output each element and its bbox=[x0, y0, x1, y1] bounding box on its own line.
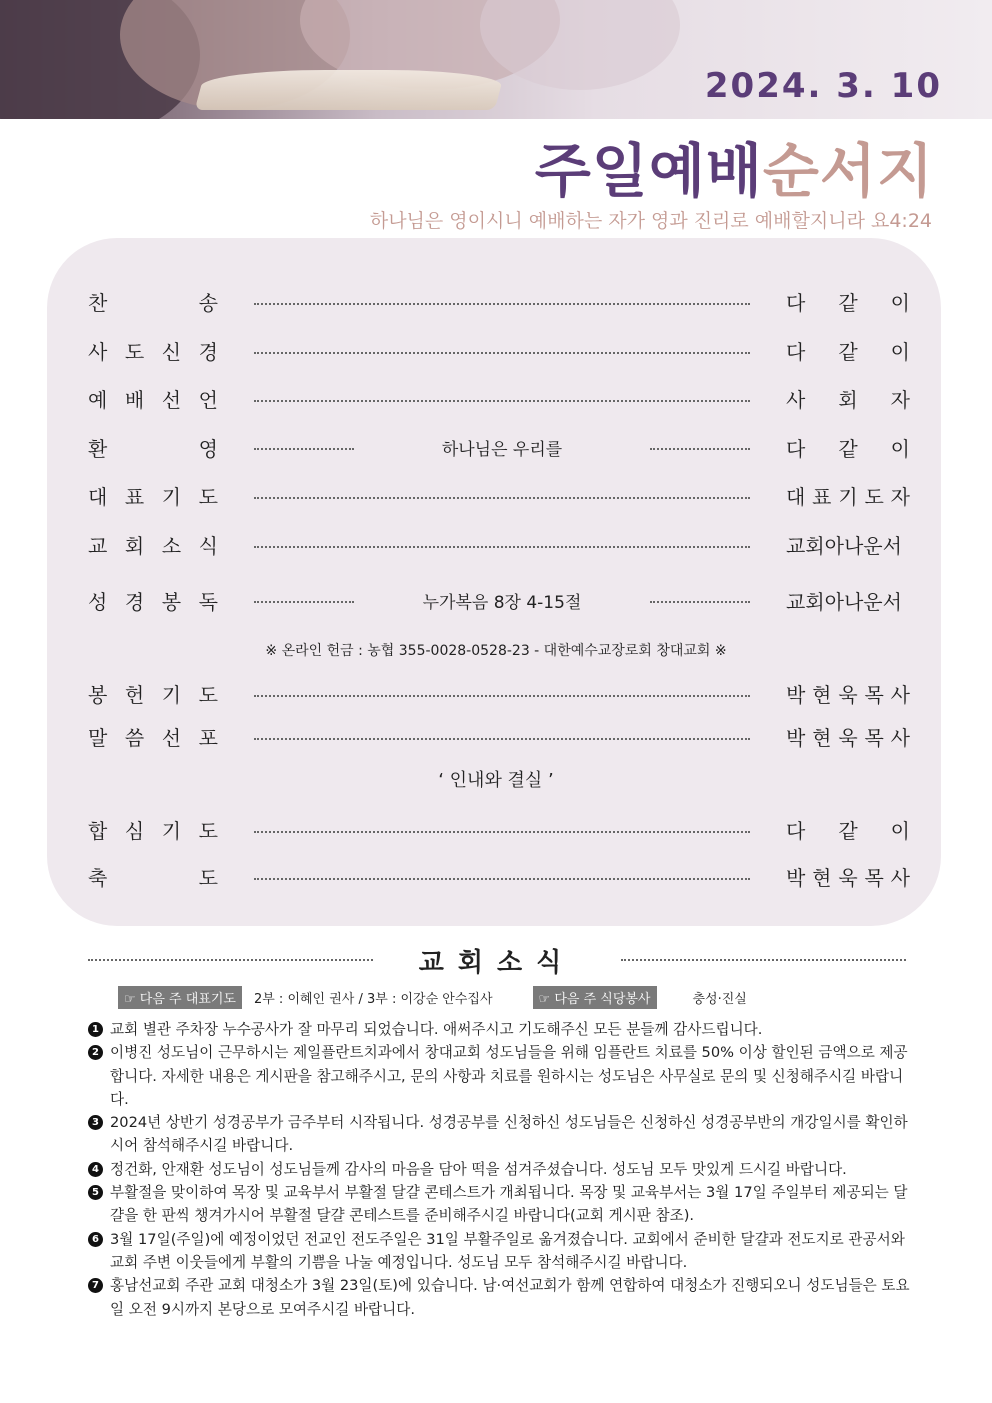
order-leader-char: 목 bbox=[864, 865, 884, 890]
order-leader bbox=[786, 586, 910, 615]
order-leader-char: 현 bbox=[812, 725, 832, 750]
order-leader bbox=[786, 862, 910, 891]
order-leader-char: 박 bbox=[786, 682, 806, 707]
order-leader-char: 도 bbox=[864, 484, 884, 509]
dotted-leader bbox=[254, 398, 750, 402]
news-item-text: 홍남선교회 주관 교회 대청소가 3월 23일(토)에 있습니다. 남·여선교회가 함께 연합하여 대청소가 진행되오니 성도님들은 토요일 오전 9시까지 본당으로 모여주시길 바랍니다. bbox=[110, 1277, 910, 1318]
order-leader bbox=[786, 336, 910, 365]
online-offering-note: ※ 온라인 헌금 : 농협 355-0028-0528-23 - 대한예수교장로회 창대교회 ※ bbox=[265, 643, 727, 659]
news-item bbox=[88, 1158, 918, 1181]
order-label-char: 경 bbox=[198, 339, 218, 364]
order-leader-char: 현 bbox=[812, 865, 832, 890]
order-row bbox=[88, 480, 910, 510]
scripture-verse: 하나님은 영이시니 예배하는 자가 영과 진리로 예배할지니라 요4:24 bbox=[369, 210, 932, 232]
news-number-icon: 1 bbox=[88, 1022, 103, 1037]
news-item-text: 3월 17일(주일)에 예정이었던 전교인 전도주일은 31일 부활주일로 옮겨졌습니다. 교회에서 준비한 달걀과 전도지로 관공서와 교회 주변 이웃들에게 부활의 기쁨을 나눌 예정입니다. 성도님 모두 참석해주시길 바랍니다. bbox=[110, 1230, 905, 1271]
order-leader-char: 교회아나운서 bbox=[786, 533, 902, 558]
news-item-text: 2024년 상반기 성경공부가 금주부터 시작됩니다. 성경공부를 신청하신 성도님들은 신청하신 성경공부반의 개강일시를 확인하시어 참석해주시길 바랍니다. bbox=[110, 1114, 908, 1155]
order-row bbox=[88, 861, 910, 891]
order-leader-char: 자 bbox=[890, 484, 910, 509]
order-leader-char: 다 bbox=[786, 818, 806, 843]
order-leader-char: 목 bbox=[864, 682, 884, 707]
news-item bbox=[88, 1228, 918, 1275]
order-leader-char: 다 bbox=[786, 339, 806, 364]
dotted-leader bbox=[254, 601, 354, 603]
order-leader bbox=[786, 433, 910, 462]
dotted-leader bbox=[650, 601, 750, 603]
order-label-char: 배 bbox=[124, 387, 145, 412]
news-number-icon: 3 bbox=[88, 1115, 103, 1130]
order-label-char: 헌 bbox=[124, 682, 145, 707]
order-label bbox=[88, 433, 218, 462]
order-label bbox=[88, 679, 218, 708]
order-label bbox=[88, 336, 218, 365]
next-week-duty bbox=[118, 986, 747, 1008]
order-content-text: 하나님은 우리를 bbox=[441, 439, 563, 460]
order-label bbox=[88, 481, 218, 510]
dotted-leader bbox=[254, 693, 750, 697]
order-row bbox=[88, 432, 910, 462]
order-leader-char: 자 bbox=[890, 387, 910, 412]
order-label-char: 씀 bbox=[124, 725, 145, 750]
news-number-icon: 2 bbox=[88, 1045, 103, 1060]
order-label bbox=[88, 287, 218, 316]
order-label-char: 포 bbox=[198, 725, 218, 750]
dotted-leader bbox=[254, 350, 750, 354]
order-row bbox=[88, 286, 910, 316]
order-leader-char: 박 bbox=[786, 865, 806, 890]
news-item bbox=[88, 1181, 918, 1228]
order-row bbox=[88, 585, 910, 615]
order-label-char: 언 bbox=[198, 387, 218, 412]
order-label-char: 도 bbox=[198, 818, 218, 843]
order-leader-char: 욱 bbox=[838, 725, 858, 750]
bulletin-date: 2024. 3. 10 bbox=[704, 66, 942, 106]
order-row bbox=[88, 814, 910, 844]
order-label-char: 환 bbox=[88, 436, 108, 461]
order-leader bbox=[786, 287, 910, 316]
order-leader-char: 이 bbox=[890, 818, 910, 843]
order-row bbox=[88, 383, 910, 413]
news-item-text: 이병진 성도님이 근무하시는 제일플란트치과에서 창대교회 성도님들을 위해 임플란트 치료를 50% 이상 할인된 금액으로 제공합니다. 자세한 내용은 게시판을 참고해주시고, 문의 사항과 치료를 원하시는 성도님은 사무실로 문의 및 신청해주시길 바랍니다. bbox=[110, 1044, 908, 1108]
dotted-leader bbox=[254, 829, 750, 833]
dotted-divider bbox=[621, 959, 906, 961]
order-label-char: 송 bbox=[198, 290, 218, 315]
dotted-leader bbox=[254, 495, 750, 499]
order-label-char: 심 bbox=[124, 818, 145, 843]
order-label-char: 선 bbox=[161, 725, 182, 750]
order-label bbox=[88, 815, 218, 844]
order-label-char: 대 bbox=[88, 484, 108, 509]
order-leader-char: 같 bbox=[838, 339, 858, 364]
order-label-char: 소 bbox=[161, 533, 182, 558]
order-leader-char: 사 bbox=[890, 865, 910, 890]
order-label-char: 도 bbox=[198, 484, 218, 509]
order-leader-char: 표 bbox=[812, 484, 832, 509]
order-label-char: 도 bbox=[198, 865, 218, 890]
order-leader-char: 욱 bbox=[838, 865, 858, 890]
order-leader bbox=[786, 481, 910, 510]
order-label-char: 성 bbox=[88, 589, 108, 614]
dotted-leader bbox=[254, 544, 750, 548]
news-item bbox=[88, 1041, 918, 1111]
dotted-leader bbox=[254, 736, 750, 740]
order-label-char: 예 bbox=[88, 387, 108, 412]
order-label bbox=[88, 862, 218, 891]
page-title bbox=[535, 124, 934, 208]
order-content bbox=[254, 588, 750, 613]
photo-figure bbox=[480, 0, 680, 90]
order-row bbox=[88, 721, 910, 751]
next-prayer-tag: ☞ 다음 주 대표기도 bbox=[118, 986, 242, 1009]
order-leader-char: 기 bbox=[838, 484, 858, 509]
order-label-char: 영 bbox=[198, 436, 218, 461]
news-title: 교회소식 bbox=[418, 947, 576, 978]
order-label bbox=[88, 384, 218, 413]
sermon-title: ‘ 인내와 결실 ’ bbox=[438, 770, 554, 791]
order-label-char: 사 bbox=[88, 339, 108, 364]
order-label-char: 기 bbox=[161, 484, 182, 509]
order-row bbox=[88, 335, 910, 365]
news-item-text: 부활절을 맞이하여 목장 및 교육부서 부활절 달걀 콘테스트가 개최됩니다. 목장 및 교육부서는 3월 17일 주일부터 제공되는 달걀을 한 판씩 챙겨가시어 부활절 달걀 콘테스트를 준비해주시길 바랍니다(교회 게시판 참조). bbox=[110, 1184, 908, 1225]
order-leader bbox=[786, 722, 910, 751]
dotted-leader bbox=[254, 301, 750, 305]
order-label-char: 교 bbox=[88, 533, 108, 558]
order-leader-char: 대 bbox=[786, 484, 806, 509]
order-label-char: 봉 bbox=[161, 589, 182, 614]
news-item-text: 교회 별관 주차장 누수공사가 잘 마무리 되었습니다. 애써주시고 기도해주신 모든 분들께 감사드립니다. bbox=[110, 1021, 763, 1038]
order-label-char: 독 bbox=[198, 589, 218, 614]
title-part-1: 주일예배 bbox=[534, 137, 763, 205]
news-number-icon: 7 bbox=[88, 1278, 103, 1293]
news-number-icon: 6 bbox=[88, 1232, 103, 1247]
order-label-char: 표 bbox=[124, 484, 145, 509]
order-label-char: 선 bbox=[161, 387, 182, 412]
dotted-leader bbox=[650, 448, 750, 450]
order-leader-char: 같 bbox=[838, 436, 858, 461]
order-label-char: 말 bbox=[88, 725, 108, 750]
order-label bbox=[88, 722, 218, 751]
open-bible-image bbox=[195, 70, 506, 110]
order-row bbox=[88, 529, 910, 559]
order-label-char: 기 bbox=[161, 682, 182, 707]
news-number-icon: 4 bbox=[88, 1162, 103, 1177]
order-label-char: 봉 bbox=[88, 682, 108, 707]
order-leader-char: 같 bbox=[838, 290, 858, 315]
order-row bbox=[88, 678, 910, 708]
order-label-char: 축 bbox=[88, 865, 108, 890]
order-leader-char: 욱 bbox=[838, 682, 858, 707]
order-label-char: 도 bbox=[198, 682, 218, 707]
order-label bbox=[88, 586, 218, 615]
order-label-char: 합 bbox=[88, 818, 108, 843]
order-leader bbox=[786, 530, 910, 559]
order-leader-char: 교회아나운서 bbox=[786, 589, 902, 614]
order-leader-char: 사 bbox=[786, 387, 806, 412]
order-leader bbox=[786, 679, 910, 708]
news-item-text: 정건화, 안재환 성도님이 성도님들께 감사의 마음을 담아 떡을 섬겨주셨습니다. 성도님 모두 맛있게 드시길 바랍니다. bbox=[110, 1160, 847, 1178]
order-leader bbox=[786, 384, 910, 413]
news-list bbox=[88, 1018, 918, 1321]
order-leader-char: 같 bbox=[838, 818, 858, 843]
order-leader-char: 이 bbox=[890, 339, 910, 364]
order-leader-char: 사 bbox=[890, 725, 910, 750]
order-label bbox=[88, 530, 218, 559]
news-item bbox=[88, 1274, 918, 1321]
next-prayer-value: 2부 : 이혜인 권사 / 3부 : 이강순 안수집사 bbox=[253, 991, 493, 1007]
order-label-char: 찬 bbox=[88, 290, 108, 315]
order-label-char: 식 bbox=[198, 533, 218, 558]
order-leader-char: 다 bbox=[786, 436, 806, 461]
order-leader-char: 다 bbox=[786, 290, 806, 315]
news-item bbox=[88, 1111, 918, 1158]
dotted-leader bbox=[254, 876, 750, 880]
order-leader-char: 사 bbox=[890, 682, 910, 707]
order-content bbox=[254, 435, 750, 460]
order-label-char: 기 bbox=[161, 818, 182, 843]
order-label-char: 도 bbox=[124, 339, 145, 364]
order-leader-char: 이 bbox=[890, 290, 910, 315]
title-part-2: 순서지 bbox=[762, 137, 934, 205]
order-content-text: 누가복음 8장 4-15절 bbox=[422, 592, 582, 613]
order-label-char: 경 bbox=[124, 589, 145, 614]
next-meal-value: 충성·진실 bbox=[692, 991, 747, 1007]
next-meal-tag: ☞ 다음 주 식당봉사 bbox=[533, 986, 657, 1009]
news-item bbox=[88, 1018, 918, 1041]
dotted-leader bbox=[254, 448, 354, 450]
order-leader bbox=[786, 815, 910, 844]
order-label-char: 회 bbox=[124, 533, 145, 558]
order-label-char: 신 bbox=[161, 339, 182, 364]
order-leader-char: 이 bbox=[890, 436, 910, 461]
dotted-divider bbox=[88, 959, 373, 961]
news-number-icon: 5 bbox=[88, 1185, 103, 1200]
news-heading bbox=[88, 940, 906, 980]
order-leader-char: 목 bbox=[864, 725, 884, 750]
order-leader-char: 회 bbox=[838, 387, 858, 412]
order-leader-char: 현 bbox=[812, 682, 832, 707]
order-leader-char: 박 bbox=[786, 725, 806, 750]
